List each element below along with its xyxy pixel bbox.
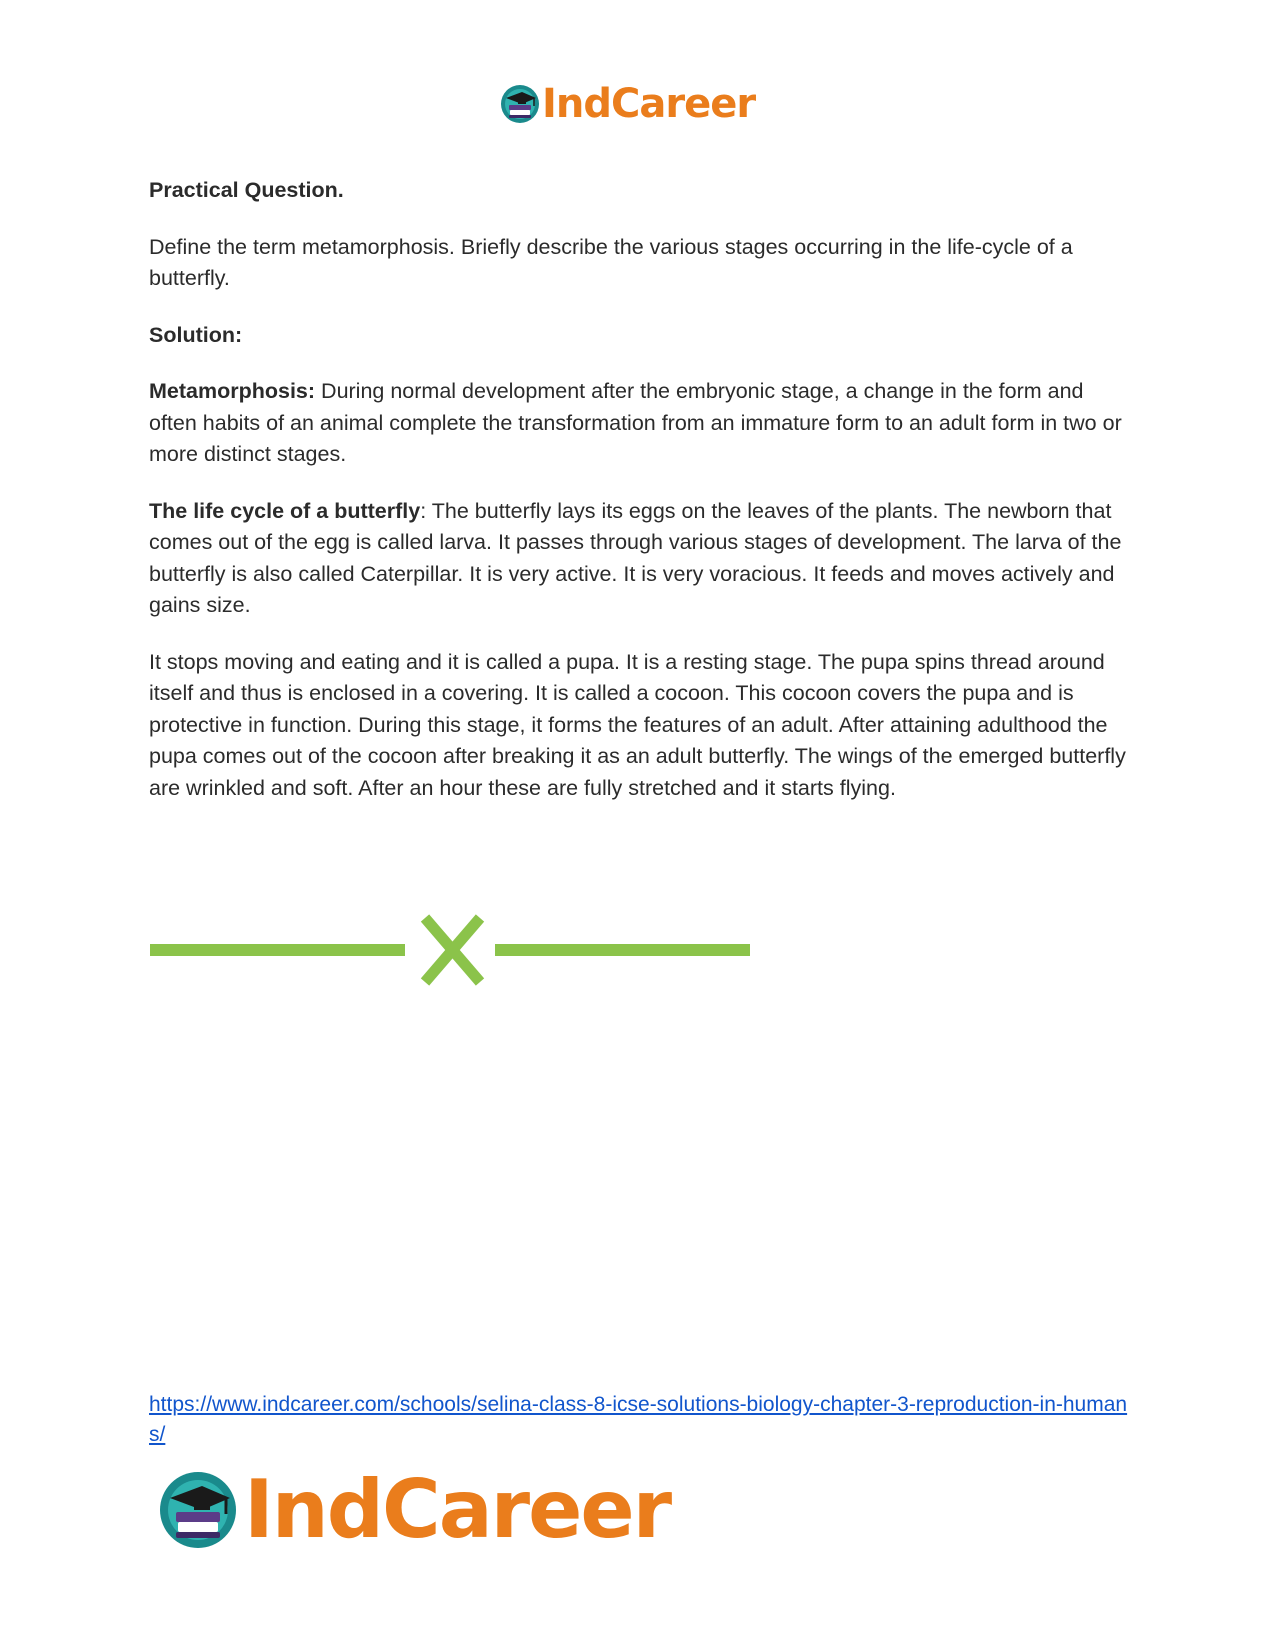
x-divider-icon [150,910,750,990]
source-link[interactable]: https://www.indcareer.com/schools/selina-class-8-icse-solutions-biology-chapter-3-reproduction-in-humans/ [149,1393,1128,1446]
question-heading: Practical Question. [149,178,344,202]
main-content [149,175,1129,829]
lifecycle-paragraph [149,496,1129,622]
metamorphosis-term: Metamorphosis: [149,379,316,403]
footer-logo-text: IndCareer [244,1463,671,1556]
header-logo [500,80,755,128]
graduation-book-icon [500,84,540,124]
metamorphosis-paragraph [149,376,1129,471]
question-text: Define the term metamorphosis. Briefly describe the various stages occurring in the life-cycle of a butterfly. [149,234,1073,290]
graduation-book-icon [158,1470,238,1550]
footer-logo [158,1465,670,1555]
header-logo-text: IndCareer [542,81,756,127]
metamorphosis-definition: During normal development after the embryonic stage, a change in the form and often habits of an animal complete the transformation from an immature form to an adult form in two or more distinct stages. [149,379,1122,466]
lifecycle-description: : The butterfly lays its eggs on the leaves of the plants. The newborn that comes out of the egg is called larva. It passes through various stages of development. The larva of the butterfly is also called Caterpillar. It is very active. It is very voracious. It feeds and moves actively and gains size. [149,498,1122,617]
solution-heading: Solution: [149,322,243,347]
pupa-paragraph: It stops moving and eating and it is called a pupa. It is a resting stage. The pupa spins thread around itself and thus is enclosed in a covering. It is called a cocoon. This cocoon covers the pupa and is protective in function. During this stage, it forms the features of an adult. After attaining adulthood the pupa comes out of the cocoon after breaking it as an adult butterfly. The wings of the emerged butterfly are wrinkled and soft. After an hour these are fully stretched and it starts flying. [149,649,1126,800]
lifecycle-term: The life cycle of a butterfly [149,498,421,523]
